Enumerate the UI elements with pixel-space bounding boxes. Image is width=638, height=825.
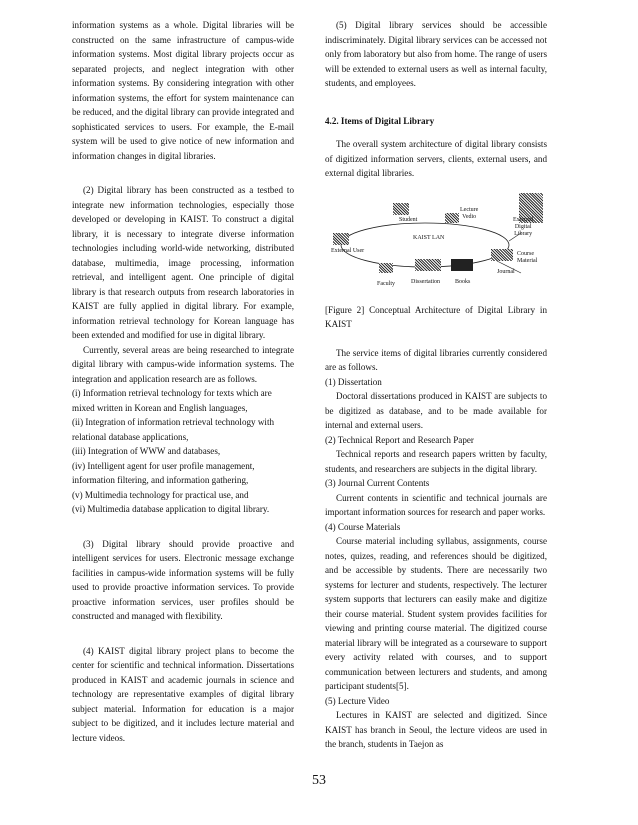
list-item: (iv) Intelligent agent for user profile management, information filtering, and information gathering, bbox=[72, 460, 255, 485]
section-body: Technical reports and research papers written by faculty, students, and researchers are subjects in the digital library. bbox=[325, 449, 547, 474]
label-external-digital-library: External Digital Library bbox=[513, 216, 534, 237]
list-item: (i) Information retrieval technology for texts which are mixed written in Korean and English languages, bbox=[72, 388, 272, 413]
section-title: (3) Journal Current Contents bbox=[325, 478, 430, 489]
section-body: Lectures in KAIST are selected and digitized. Since KAIST has branch in Seoul, the lecture videos are used in the branch, students in Taejon as bbox=[325, 710, 547, 750]
label-books: Books bbox=[455, 278, 471, 285]
faculty-icon bbox=[379, 263, 393, 273]
label-dissertation: Dissertation bbox=[411, 278, 440, 285]
external-user-icon bbox=[333, 233, 349, 245]
left-paragraph-4: (3) Digital library should provide proactive and intelligent services for users. Electronic message exchange facilities in campus-wide information systems will be fully used to provide proactive information services. To provide proactive information services, user profiles should be constructed and managed with flexibility. bbox=[72, 538, 294, 621]
left-paragraph-1: information systems as a whole. Digital libraries will be constructed on the same infrastructure of campus-wide information systems. Most digital library projects occur as separated projects, and neglect integration with other information systems. By considering integration with other information systems, the effort for system maintenance can be reduced, and the digital library can provide integrated and sophisticated services to users. For example, the E-mail system will be used to give notice of new information and information changes in digital libraries. bbox=[72, 20, 294, 161]
left-paragraph-3: Currently, several areas are being researched to integrate digital library with campus-wide information systems. The integration and application research are as follows. bbox=[72, 344, 294, 384]
list-item: (ii) Integration of information retrieval technology with relational database applications, bbox=[72, 417, 275, 442]
section-heading: 4.2. Items of Digital Library bbox=[325, 115, 435, 126]
section-title: (5) Lecture Video bbox=[325, 695, 390, 706]
list-item: (vi) Multimedia database application to digital library. bbox=[72, 504, 270, 514]
label-journal: Journal bbox=[497, 268, 515, 275]
label-faculty: Faculty bbox=[377, 280, 395, 287]
figure-caption: [Figure 2] Conceptual Architecture of Digital Library in KAIST bbox=[325, 304, 547, 330]
left-paragraph-5: (4) KAIST digital library project plans to become the center for scientific and technical information. Dissertations produced in KAIST and academic journals in science and technology are representative examples of digital library subject material. Information for education is a major subject to be digitized, and it includes lecture material and lecture videos. bbox=[72, 645, 294, 743]
section-body: Doctoral dissertations produced in KAIST are subjects to be digitized as database, and to be made available for internal and external users. bbox=[325, 391, 547, 431]
label-lecture-video: Lecture Vedio bbox=[460, 206, 479, 220]
page-number: 53 bbox=[312, 773, 326, 788]
section-body: Current contents in scientific and technical journals are important information sources for research and paper works. bbox=[325, 492, 547, 518]
label-course-material: Course Material bbox=[517, 250, 538, 264]
section-title: (1) Dissertation bbox=[325, 376, 382, 387]
service-intro: The service items of digital libraries currently considered are as follows. bbox=[325, 347, 547, 373]
right-intro: The overall system architecture of digital library consists of digitized information servers, clients, external users, and external digital libraries. bbox=[325, 139, 547, 179]
label-external-user: External User bbox=[331, 247, 365, 254]
figure-lines bbox=[325, 193, 547, 293]
left-paragraph-2: (2) Digital library has been constructed as a testbed to integrate new information technologies, especially those developed or developing in KAIST. To construct a digital library, it is necessary to integrate diverse information technologies including world-wide networking, distributed database, multimedia, image processing, information retrieval, and intelligent agent. One principle of digital library is that research outputs from research laboratories in KAIST are fully applied in digital library. For example, information retrieval technology for Korean language has been extended and modified for use in digital library. bbox=[72, 185, 294, 340]
list-item: (v) Multimedia technology for practical use, and bbox=[72, 489, 249, 500]
dissertation-icon bbox=[415, 259, 441, 271]
right-paragraph-p5: (5) Digital library services should be accessible indiscriminately. Digital library services can be accessed not only from laboratory but also from home. The range of users will be extended to external users as well as internal faculty, students, and employees. bbox=[325, 20, 547, 88]
list-item: (iii) Integration of WWW and databases, bbox=[72, 446, 221, 456]
books-icon bbox=[451, 259, 473, 271]
label-student: Student bbox=[399, 216, 418, 223]
label-kaist-lan: KAIST LAN bbox=[413, 234, 445, 241]
section-body: Course material including syllabus, assignments, course notes, quizes, reading, and references should be digitized, and be accessible by students. There are necessarily two systems for lecturer and students, respectively. The lecturer system supports that lecturers can easily make and digitize their course material. Student system provides facilities for viewing and printing course material. The digitized course material library will be integrated as a courseware to support every activity related with courses, and to support communication between lecturers and students, and among participant students[5]. bbox=[325, 536, 547, 692]
student-icon bbox=[393, 203, 409, 215]
right-column bbox=[325, 18, 547, 752]
video-icon bbox=[445, 213, 459, 223]
left-column bbox=[72, 18, 294, 745]
section-title: (2) Technical Report and Research Paper bbox=[325, 434, 474, 445]
section-title: (4) Course Materials bbox=[325, 521, 401, 532]
course-material-icon bbox=[491, 249, 513, 261]
architecture-figure bbox=[325, 193, 547, 293]
